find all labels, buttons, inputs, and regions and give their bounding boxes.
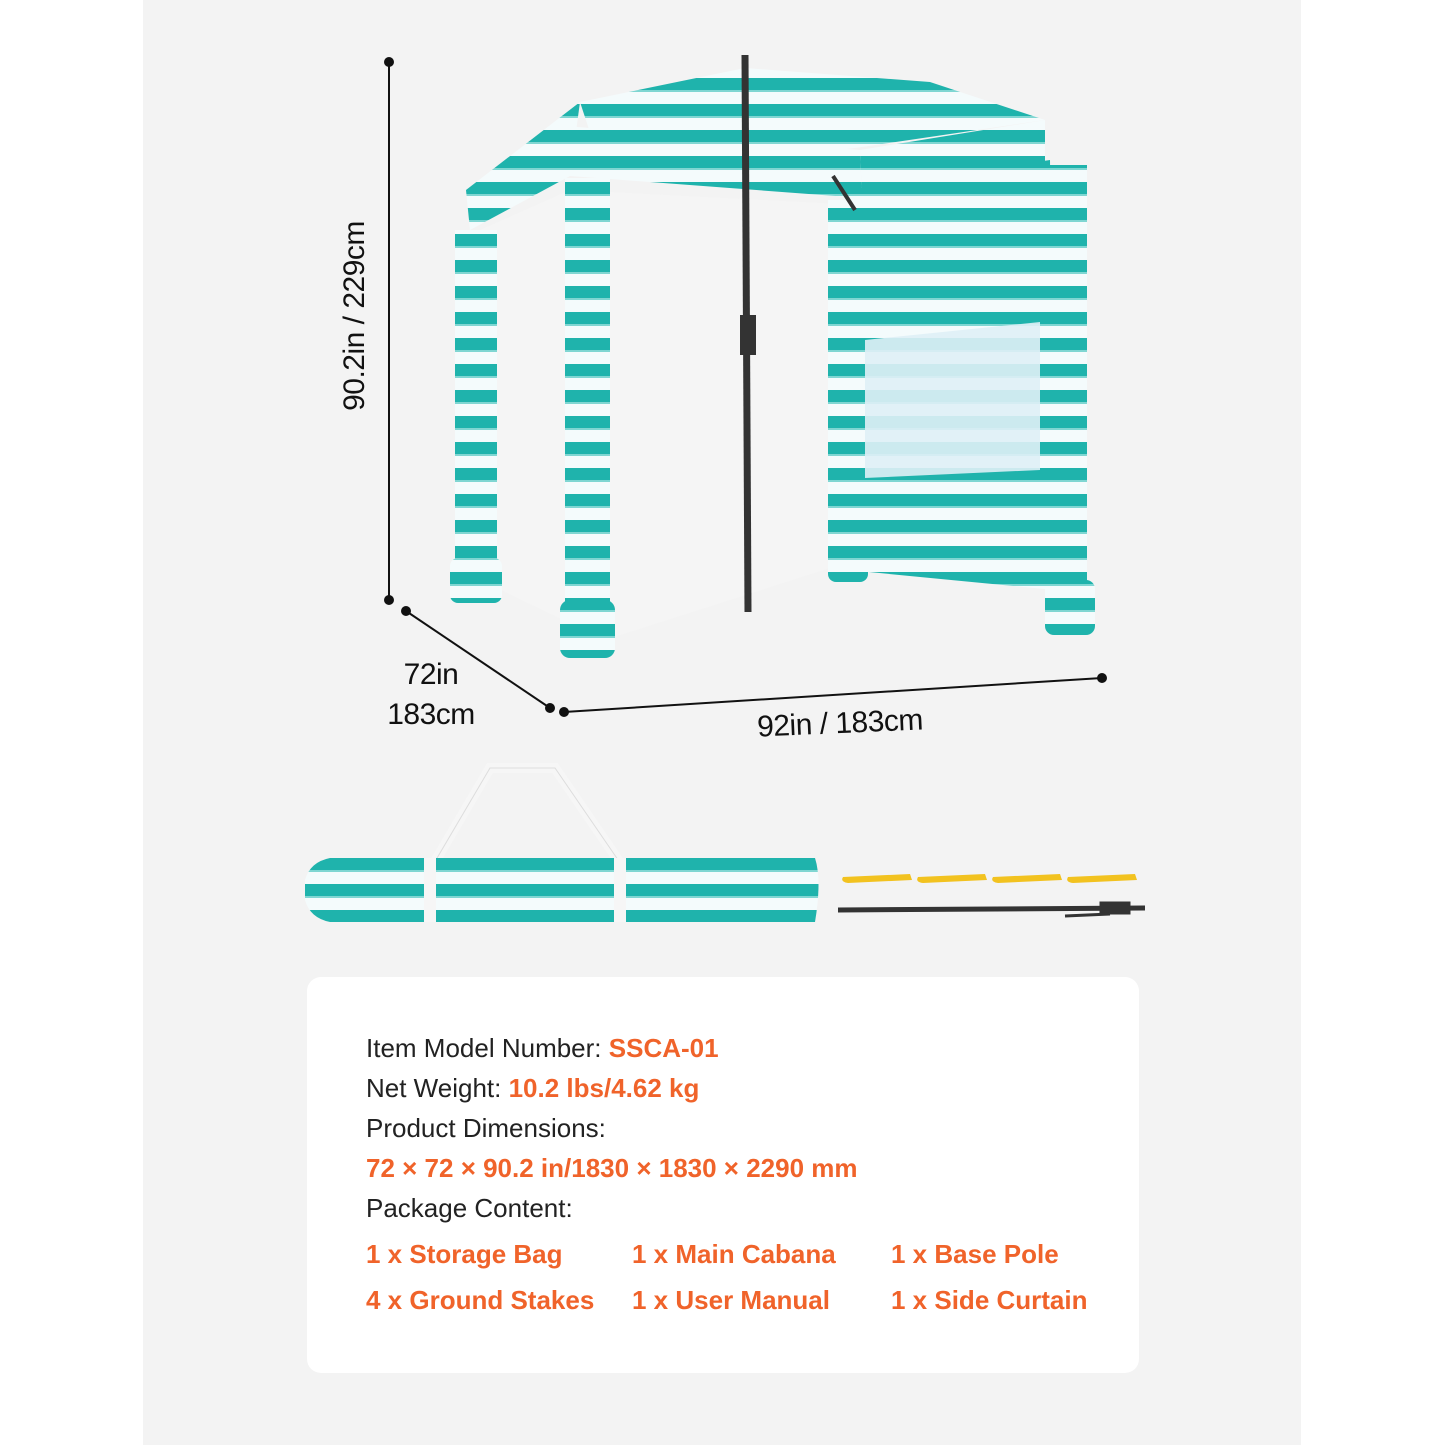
package-item: 4 x Ground Stakes xyxy=(366,1285,595,1315)
package-content-grid xyxy=(366,1234,1106,1320)
dimensions-label: Product Dimensions: xyxy=(366,1113,606,1143)
model-value: SSCA-01 xyxy=(608,1033,719,1063)
storage-bag-image xyxy=(305,768,819,922)
spec-list xyxy=(366,1028,1106,1320)
package-item: 1 x Base Pole xyxy=(891,1239,1059,1269)
cabana-image xyxy=(450,55,1095,658)
model-row xyxy=(366,1028,1106,1068)
height-dimension: 90.2in / 229cm xyxy=(338,221,371,411)
depth-inches: 72in xyxy=(403,658,459,691)
package-item: 1 x User Manual xyxy=(632,1285,830,1315)
weight-row xyxy=(366,1068,1106,1108)
package-item: 1 x Main Cabana xyxy=(632,1239,836,1269)
dimensions-value: 72 × 72 × 90.2 in/1830 × 1830 × 2290 mm xyxy=(366,1153,858,1183)
weight-label: Net Weight: xyxy=(366,1073,502,1103)
package-label: Package Content: xyxy=(366,1193,573,1223)
package-item: 1 x Storage Bag xyxy=(366,1239,563,1269)
model-label: Item Model Number: xyxy=(366,1033,602,1063)
depth-centimeters: 183cm xyxy=(387,698,475,731)
depth-dimension xyxy=(386,655,476,735)
width-dimension: 92in / 183cm xyxy=(756,703,924,744)
ground-stakes-image xyxy=(842,874,1137,883)
weight-value: 10.2 lbs/4.62 kg xyxy=(508,1073,700,1103)
package-item: 1 x Side Curtain xyxy=(891,1285,1088,1315)
base-pole-image xyxy=(838,902,1145,916)
